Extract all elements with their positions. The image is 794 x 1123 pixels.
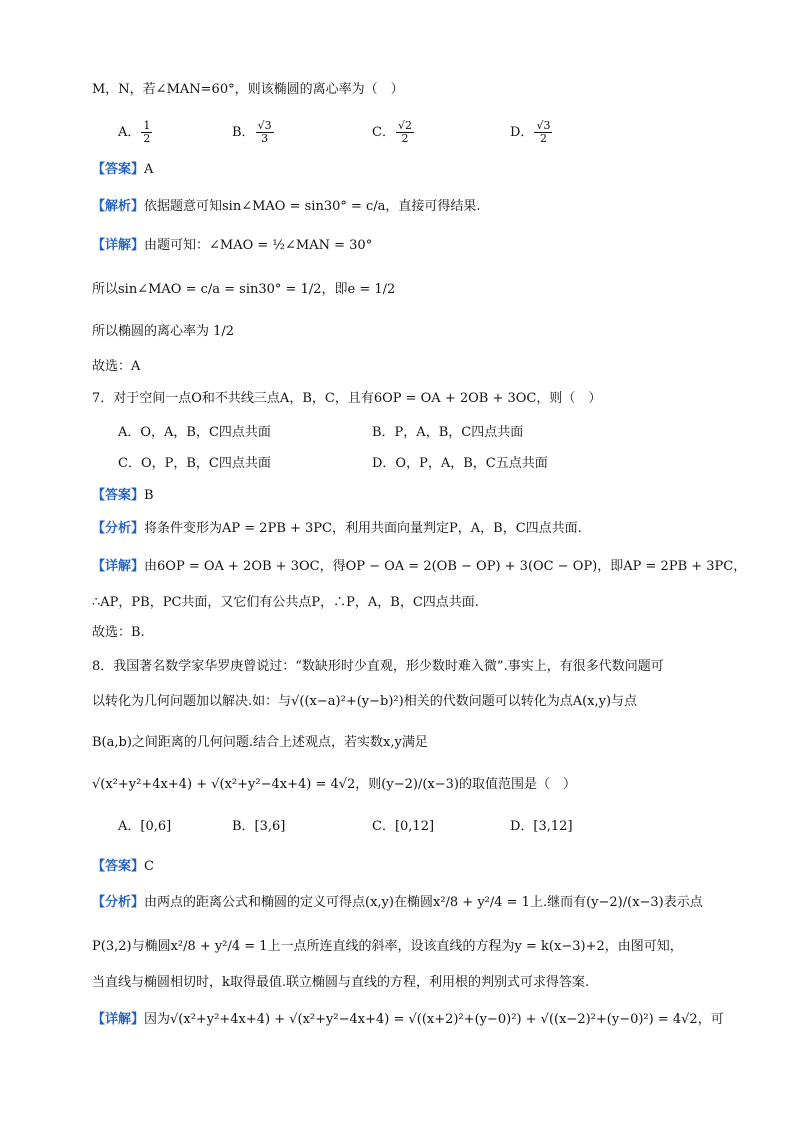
q7-detail-line2: ∴AP，PB，PC共面，又它们有公共点P，∴P，A，B，C四点共面. bbox=[92, 595, 479, 610]
q7-analysis: 【分析】将条件变形为AP = 2PB + 3PC，利用共面向量判定P，A，B，C四点共面. bbox=[92, 521, 582, 536]
q8-option-b: B．[3,6] bbox=[232, 819, 286, 834]
q6-option-b: B． $\frac{√3}{3}$ bbox=[232, 119, 272, 145]
q8-option-c: C．[0,12] bbox=[372, 819, 435, 834]
q8-analysis-line2: P(3,2)与椭圆x²/8 + y²/4 = 1上一点所连直线的斜率，设该直线的方程为y = k(x−3)+2，由图可知， bbox=[92, 939, 683, 954]
q7-detail: 【详解】由6OP = OA + 2OB + 3OC，得OP − OA = 2(OB − OP) + 3(OC − OP)，即AP = 2PB + 3PC， bbox=[92, 559, 747, 574]
q6-answer: 【答案】A bbox=[92, 162, 154, 177]
q6-detail: 【详解】由题可知：∠MAO = ½∠MAN = 30° bbox=[92, 238, 373, 253]
q7-stem: 7．对于空间一点O和不共线三点A，B，C，且有6OP = OA + 2OB + 3OC，则（ ） bbox=[92, 391, 602, 406]
q6-option-d: D． $\frac{√3}{2}$ bbox=[510, 119, 551, 145]
q8-stem-line4: √(x²+y²+4x+4) + √(x²+y²−4x+4) = 4√2，则(y−2)/(x−3)的取值范围是（ ） bbox=[92, 777, 576, 792]
q6-option-c: C． $\frac{√2}{2}$ bbox=[372, 119, 412, 145]
q6-analysis: 【解析】依据题意可知sin∠MAO = sin30° = c/a，直接可得结果. bbox=[92, 199, 481, 214]
q7-answer: 【答案】B bbox=[92, 488, 154, 503]
q6-choose: 故选：A bbox=[92, 359, 141, 374]
q8-stem-line1: 8．我国著名数学家华罗庚曾说过：“数缺形时少直观，形少数时难入微”.事实上，有很多代数问题可 bbox=[92, 659, 664, 674]
q7-choose: 故选：B. bbox=[92, 625, 145, 640]
q8-answer: 【答案】C bbox=[92, 859, 154, 874]
q8-stem-line3: B(a,b)之间距离的几何问题.结合上述观点，若实数x,y满足 bbox=[92, 735, 428, 750]
q6-option-a: A． $\frac{1}{2}$ bbox=[118, 119, 151, 145]
q8-stem-line2: 以转化为几何问题加以解决.如：与√((x−a)²+(y−b)²)相关的代数问题可以转化为点A(x,y)与点 bbox=[92, 694, 638, 709]
q6-stem-tail: M，N，若∠MAN=60°，则该椭圆的离心率为（ ） bbox=[92, 82, 404, 97]
q7-option-d: D．O，P，A，B，C五点共面 bbox=[372, 456, 548, 471]
q8-analysis-line3: 当直线与椭圆相切时，k取得最值.联立椭圆与直线的方程，利用根的判别式可求得答案. bbox=[92, 975, 590, 990]
q8-option-d: D．[3,12] bbox=[510, 819, 573, 834]
q6-detail-line2: 所以sin∠MAO = c/a = sin30° = 1/2，即e = 1/2 bbox=[92, 282, 396, 297]
q8-analysis: 【分析】由两点的距离公式和椭圆的定义可得点(x,y)在椭圆x²/8 + y²/4 = 1上.继而有(y−2)/(x−3)表示点 bbox=[92, 895, 703, 910]
q7-option-b: B．P，A，B，C四点共面 bbox=[372, 425, 524, 440]
q7-option-a: A．O，A，B，C四点共面 bbox=[118, 425, 271, 440]
q6-detail-line3: 所以椭圆的离心率为 1/2 bbox=[92, 324, 235, 339]
q7-option-c: C．O，P，B，C四点共面 bbox=[118, 456, 271, 471]
q8-detail: 【详解】因为√(x²+y²+4x+4) + √(x²+y²−4x+4) = √((x+2)²+(y−0)²) + √((x−2)²+(y−0)²) = 4√2，可 bbox=[92, 1012, 724, 1027]
q8-option-a: A．[0,6] bbox=[118, 819, 172, 834]
